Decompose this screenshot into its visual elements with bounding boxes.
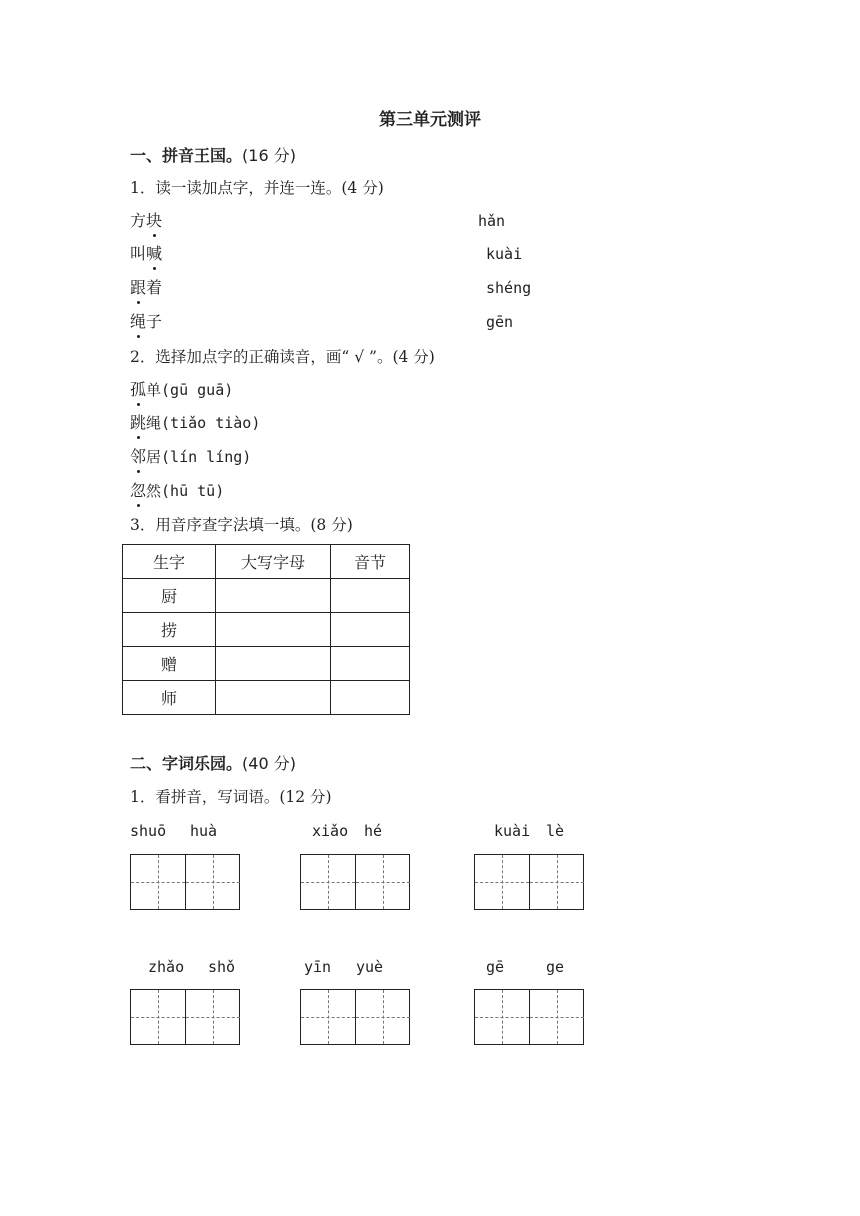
q1-word-3 <box>130 280 162 296</box>
grid-cell[interactable] <box>475 855 530 909</box>
q2-item-4-dotted: 忽 <box>130 481 147 500</box>
grid-cell[interactable] <box>356 855 410 909</box>
q1-pinyin-3: shéng <box>486 279 532 297</box>
section2-heading-text: 二、字词乐园。 <box>130 754 243 773</box>
section2-heading <box>130 756 296 772</box>
q1-word-1-before: 方 <box>130 211 147 230</box>
grid-cell[interactable] <box>186 990 240 1044</box>
q2-item-4-rest: 然(hū tū) <box>146 482 225 500</box>
grid-cell[interactable] <box>356 990 410 1044</box>
q2-item-1 <box>130 382 233 398</box>
syllable-answer-cell[interactable] <box>331 579 410 613</box>
word-pinyin-6b: ge <box>546 958 565 976</box>
s1-q3-label: 3．用音序查字法填一填。(8 分) <box>130 516 353 534</box>
section1-heading <box>130 148 296 164</box>
letter-answer-cell[interactable] <box>216 579 331 613</box>
section1-score: (16 分) <box>242 146 296 165</box>
grid-cell[interactable] <box>301 990 356 1044</box>
writing-grid[interactable] <box>300 854 410 910</box>
table-header-cell: 音节 <box>331 545 410 579</box>
syllable-answer-cell[interactable] <box>331 681 410 715</box>
q2-item-4 <box>130 483 224 499</box>
table-row <box>123 647 410 681</box>
q2-item-3 <box>130 449 251 465</box>
table-char-cell: 厨 <box>123 579 216 613</box>
table-char-cell: 师 <box>123 681 216 715</box>
q1-pinyin-1: hǎn <box>478 212 506 230</box>
q1-word-3-dotted: 跟 <box>130 278 147 297</box>
word-pinyin-5b: yuè <box>356 958 384 976</box>
grid-cell[interactable] <box>475 990 530 1044</box>
word-pinyin-2b: hé <box>364 822 383 840</box>
word-pinyin-1a: shuō <box>130 822 167 840</box>
word-pinyin-2a: xiǎo <box>312 822 349 840</box>
grid-cell[interactable] <box>530 855 584 909</box>
s2-q1-label: 1．看拼音，写词语。(12 分) <box>130 788 332 806</box>
writing-grid[interactable] <box>130 854 240 910</box>
letter-answer-cell[interactable] <box>216 647 331 681</box>
section1-heading-text: 一、拼音王国。 <box>130 146 243 165</box>
grid-cell[interactable] <box>530 990 584 1044</box>
pinyin-order-table <box>122 544 410 715</box>
letter-answer-cell[interactable] <box>216 613 331 647</box>
q1-word-4 <box>130 314 162 330</box>
word-pinyin-6a: gē <box>486 958 505 976</box>
table-char-cell: 捞 <box>123 613 216 647</box>
q2-item-2 <box>130 415 260 431</box>
writing-grid[interactable] <box>300 989 410 1045</box>
grid-cell[interactable] <box>131 855 186 909</box>
letter-answer-cell[interactable] <box>216 681 331 715</box>
q1-word-4-after: 子 <box>146 312 163 331</box>
word-pinyin-3a: kuài <box>494 822 531 840</box>
q1-word-2-before: 叫 <box>130 244 147 263</box>
q2-item-3-dotted: 邻 <box>130 447 147 466</box>
table-header-cell: 大写字母 <box>216 545 331 579</box>
q1-word-1 <box>130 213 162 229</box>
q2-item-1-dotted: 孤 <box>130 380 147 399</box>
q1-word-4-dotted: 绳 <box>130 312 147 331</box>
q2-item-1-rest: 单(gū guā) <box>146 381 234 399</box>
writing-grid[interactable] <box>474 854 584 910</box>
q2-item-2-dotted: 跳 <box>130 413 147 432</box>
s1-q1-label: 1．读一读加点字，并连一连。(4 分) <box>130 179 384 197</box>
q2-item-3-rest: 居(lín líng) <box>146 448 252 466</box>
table-char-cell: 赠 <box>123 647 216 681</box>
q1-pinyin-4: gēn <box>486 313 514 331</box>
q1-word-1-dotted: 块 <box>146 211 163 230</box>
word-pinyin-4b: shǒ <box>208 958 236 976</box>
q1-word-3-after: 着 <box>146 278 163 297</box>
q2-item-2-rest: 绳(tiǎo tiào) <box>146 414 261 432</box>
grid-cell[interactable] <box>186 855 240 909</box>
section2-score: (40 分) <box>242 754 296 773</box>
syllable-answer-cell[interactable] <box>331 647 410 681</box>
page-title: 第三单元测评 <box>379 110 481 130</box>
q1-word-2 <box>130 246 162 262</box>
table-row <box>123 613 410 647</box>
table-header-cell: 生字 <box>123 545 216 579</box>
s1-q2-label: 2．选择加点字的正确读音，画“ √ ”。(4 分) <box>130 348 435 366</box>
table-row <box>123 579 410 613</box>
q1-word-2-dotted: 喊 <box>146 244 163 263</box>
grid-cell[interactable] <box>301 855 356 909</box>
word-pinyin-3b: lè <box>546 822 565 840</box>
writing-grid[interactable] <box>474 989 584 1045</box>
grid-cell[interactable] <box>131 990 186 1044</box>
table-header-row <box>123 545 410 579</box>
syllable-answer-cell[interactable] <box>331 613 410 647</box>
q1-pinyin-2: kuài <box>486 245 523 263</box>
table-row <box>123 681 410 715</box>
word-pinyin-4a: zhǎo <box>148 958 185 976</box>
word-pinyin-1b: huà <box>190 822 218 840</box>
word-pinyin-5a: yīn <box>304 958 332 976</box>
writing-grid[interactable] <box>130 989 240 1045</box>
